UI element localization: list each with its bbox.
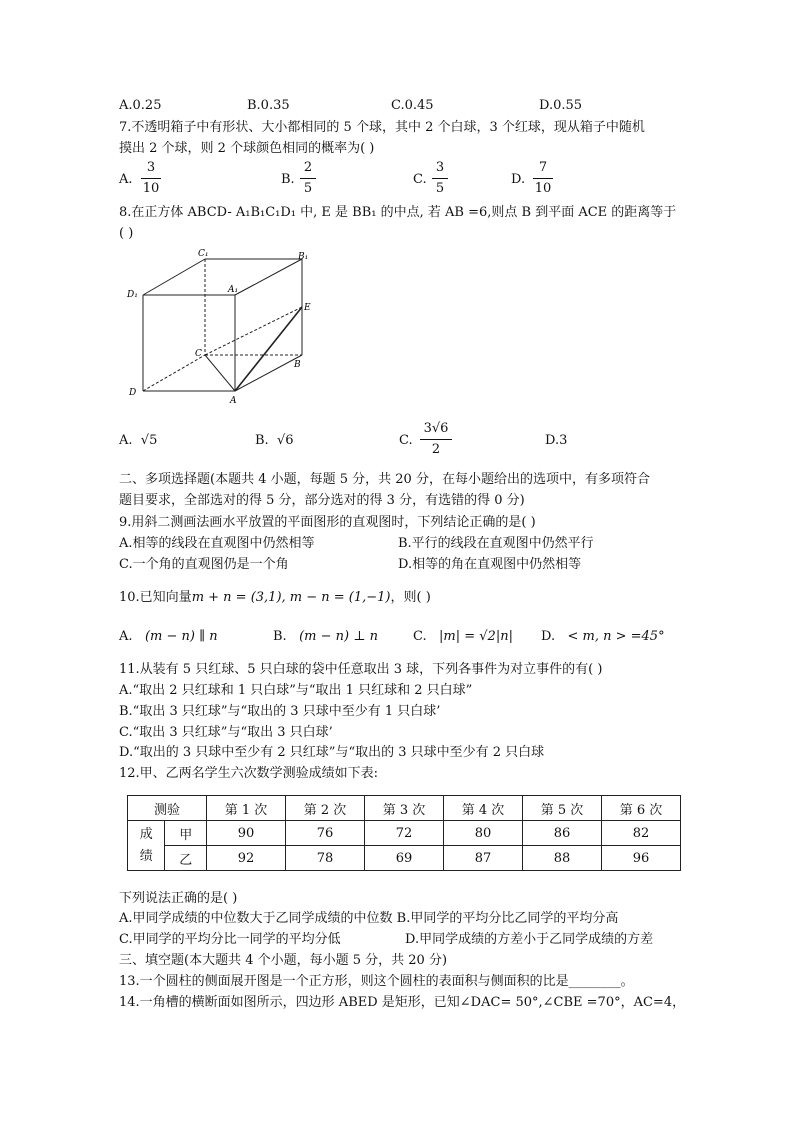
denominator: 5 [303,181,313,196]
q6-option-a: A.0.25 [119,98,162,113]
q11-option-a: A.“取出 2 只红球和 1 只白球”与“取出 1 只红球和 2 只白球” [119,683,473,698]
section2-line2: 题目要求，全部选对的得 5 分，部分选对的得 3 分，有选错的得 0 分) [119,493,525,508]
q9-option-b: B.平行的线段在直观图中仍然平行 [398,536,594,551]
q11-option-c: C.“取出 3 只红球”与“取出 3 只白球’ [119,725,333,740]
q10-stem [119,589,431,607]
table-cell: 69 [365,846,444,871]
q10-stem-math: m + n = (3,1), m − n = (1,−1) [191,590,391,605]
q7-stem-line2: 摸出 2 个球，则 2 个球颜色相同的概率为( ) [119,141,375,156]
table-header-row [128,796,681,821]
numerator: 2 [303,160,313,175]
q7-option-c-fraction [432,160,448,197]
table-header-cell: 测验 [128,796,207,821]
q7-option-c-label: C. [413,172,427,187]
q12-option-ab: A.甲同学成绩的中位数大于乙同学成绩的中位数 B.甲同学的平均分比乙同学的平均分高 [119,911,619,926]
q12-option-d: D.甲同学成绩的方差小于乙同学成绩的方差 [405,932,654,947]
q10-option-d-math: < m, n > =45° [567,629,665,644]
q10-option-a-math: (m − n) ∥ n [144,629,218,644]
segment-ca [205,355,235,391]
table-cell: 72 [365,821,444,846]
q14-stem: 14.一角槽的横断面如图所示，四边形 ABED 是矩形，已知∠DAC= 50°,∠CBE =70°，AC=4， [119,995,686,1010]
q8-option-b-value: √6 [276,433,294,448]
label-c1: C₁ [198,249,209,259]
denominator: 10 [142,181,160,196]
segment-ae [235,307,302,391]
q8-stem-line1: 8.在正方体 ABCD- A₁B₁C₁D₁ 中, E 是 BB₁ 的中点, 若 AB =6,则点 B 到平面 ACE 的距离等于 [119,205,677,220]
q10-option-d [541,628,665,646]
group-label-cell: 成 绩 [128,821,165,871]
table-cell: 78 [286,846,365,871]
edge-dc [143,355,205,391]
table-cell: 96 [602,846,681,871]
table-header-cell: 第 6 次 [602,796,681,821]
label-d: D [129,388,137,398]
label-e: E [304,303,311,313]
cube-figure [122,246,322,406]
table-header-cell: 第 4 次 [444,796,523,821]
q10-option-c-math: |m| = √2|n| [439,629,513,644]
q10-option-b-label: B. [273,629,287,644]
numerator: 3 [146,160,156,175]
q10-option-b [273,628,378,646]
q8-option-b [255,432,294,450]
denominator: 2 [431,442,441,457]
label-d1: D₁ [127,290,138,300]
q7-option-a-fraction [141,160,161,197]
edge-d1c1 [143,259,205,295]
edge-a1b1 [235,259,302,295]
q10-stem-tail: ，则( ) [390,590,431,605]
table-row [128,846,681,871]
q9-option-a: A.相等的线段在直观图中仍然相等 [119,536,315,551]
q7-option-b-fraction [300,160,316,197]
numerator: 3√6 [423,421,449,436]
q7-option-a-label: A. [119,172,133,187]
q6-option-b: B.0.35 [247,98,290,113]
q8-option-c-label: C. [399,433,413,448]
table-header-cell: 第 2 次 [286,796,365,821]
table-header-cell: 第 5 次 [523,796,602,821]
q12-stem: 12.甲、乙两名学生六次数学测验成绩如下表: [119,766,379,781]
label-b1: B₁ [298,252,309,262]
row-name-cell: 乙 [165,846,207,871]
table-cell: 76 [286,821,365,846]
q8-option-b-label: B. [255,433,269,448]
table-cell: 82 [602,821,681,846]
q8-option-c-fraction [420,421,452,458]
q6-option-d: D.0.55 [539,98,583,113]
edge-ab [235,355,302,391]
q12-option-c: C.甲同学的平均分比一同学的平均分低 [119,932,341,947]
denominator: 5 [435,181,445,196]
table-row [128,821,681,846]
q8-option-a-value: √5 [140,433,158,448]
table-header-cell: 第 3 次 [365,796,444,821]
denominator: 10 [534,181,552,196]
q7-option-d-fraction [533,160,553,197]
q12-prompt: 下列说法正确的是( ) [119,891,238,906]
q10-option-b-math: (m − n) ⊥ n [299,629,378,644]
q8-option-d: D.3 [545,433,568,448]
table-header-cell: 第 1 次 [207,796,286,821]
q10-option-d-label: D. [541,629,556,644]
q7-stem-line1: 7.不透明箱子中有形状、大小都相同的 5 个球，其中 2 个白球，3 个红球，现从箱子中随机 [119,120,645,135]
label-b: B [294,360,301,370]
q11-stem: 11.从装有 5 只红球、5 只白球的袋中任意取出 3 球，下列各事件为对立事件的有( ) [119,662,603,677]
q10-option-a-label: A. [119,629,133,644]
q10-option-a [119,628,218,646]
table-cell: 92 [207,846,286,871]
numerator: 7 [538,160,548,175]
q11-option-b: B.“取出 3 只红球”与“取出的 3 只球中至少有 1 只白球’ [119,704,441,719]
q9-stem: 9.用斜二测画法画水平放置的平面图形的直观图时，下列结论正确的是( ) [119,515,536,530]
q6-option-c: C.0.45 [391,98,434,113]
q9-option-d: D.相等的角在直观图中仍然相等 [398,557,582,572]
table-cell: 80 [444,821,523,846]
section3-title: 三、填空题(本大题共 4 个小题，每小题 5 分，共 20 分) [119,953,448,968]
table-cell: 90 [207,821,286,846]
segment-ce [205,307,302,355]
scores-table [127,795,681,871]
q10-option-c-label: C. [413,629,427,644]
q10-option-c [413,628,513,646]
q13-stem: 13.一个圆柱的侧面展开图是一个正方形，则这个圆柱的表面积与侧面积的比是________。 [119,974,634,989]
numerator: 3 [435,160,445,175]
q8-option-a [119,432,157,450]
q8-stem-line2: ( ) [119,226,134,241]
section2-line1: 二、多项选择题(本题共 4 小题，每题 5 分，共 20 分，在每小题给出的选项中，有多项符合 [119,472,650,487]
q8-option-a-label: A. [119,433,133,448]
label-c: C [195,349,202,359]
q7-option-d-label: D. [511,172,526,187]
q10-stem-text: 10.已知向量 [119,590,192,605]
q9-option-c: C.一个角的直观图仍是一个角 [119,557,289,572]
table-cell: 88 [523,846,602,871]
q7-option-b-label: B. [281,172,295,187]
table-cell: 86 [523,821,602,846]
label-a1: A₁ [228,285,239,295]
row-name-cell: 甲 [165,821,207,846]
label-a: A [230,396,237,406]
table-cell: 87 [444,846,523,871]
q11-option-d: D.“取出的 3 只球中至少有 2 只红球”与“取出的 3 只球中至少有 2 只白球 [119,745,545,760]
